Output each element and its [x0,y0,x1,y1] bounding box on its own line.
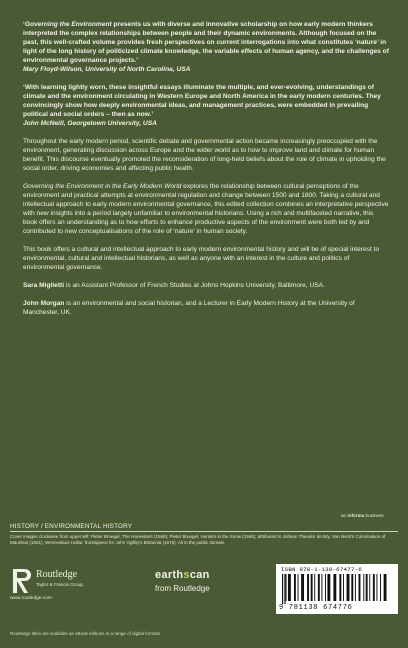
paragraph-2-book-title: Governing the Environment in the Early Modern World [23,183,182,190]
barcode-bar [351,574,353,601]
barcode-bar [294,574,296,601]
earthscan-name: earthscan [155,569,210,581]
barcode-bar [339,574,341,601]
endorsement-quote-1: ‘Governing the Environment presents us with diverse and innovative scholarship on how early modern thinkers interpreted the complex relationships between people and their dynamic environments. Although focused on the past, this well-crafted volume provides fresh perspectives on current interrogations into what constitutes ‘nature’ in light of the long history of politicized climate knowledge, the variable effects of human agency, and the challenges of environmental governance projects.’ Mary Floyd-Wilson, University of North Carolina, USA [23,21,389,73]
barcode-bar [333,574,336,601]
editor-bio-1 [23,281,389,290]
ebook-note: Routledge titles are available as eBook editions in a range of digital formats [10,631,161,636]
barcode-guard-bar [284,574,285,604]
barcode-bar [363,574,364,601]
publisher-url: www.routledge.com [10,596,52,601]
barcode-bars [282,574,392,604]
endorsement-quote-2 [23,83,389,128]
barcode-bar [298,574,299,601]
description-paragraph-2 [23,182,389,236]
barcode-bar [373,574,375,601]
editor-2-name: John Morgan [23,300,65,307]
informa-business-label: an informa business [341,513,384,518]
routledge-group: Taylor & Francis Group [36,582,83,587]
quote-1-book-title: Governing the Environment [24,21,112,28]
subject-category: HISTORY / ENVIRONMENTAL HISTORY [10,523,133,530]
description-paragraph-3: This book offers a cultural and intellectual approach to early modern environmental history and will be of special interest to environmental, cultural and intellectual historians, as well as anyone with an interest in the culture and politics of environmental governance. [23,246,380,271]
earthscan-logo [153,569,253,599]
cover-text [23,20,389,326]
editor-1-bio: is an Assistant Professor of French Studies at Johns Hopkins University, Baltimore, USA. [64,282,325,289]
barcode-number: 9 781138 674776 [279,604,353,612]
barcode-bar [314,574,315,601]
routledge-name: Routledge [36,569,78,580]
barcode-bar [288,574,291,601]
divider [10,531,398,532]
paragraph-2-body: explores the relationship between cultural perceptions of the environment and practical attempts at environmental regulation and change between 1500 and 1800. Taking a cultural and intellectual approach to early modern environmental governance, this edited collection combines an interpretative perspective with new insights into a period largely unfamiliar to environmental historians. Using a rich and multifaceted narrative, this book offers an understanding as to how efforts to enhance productive aspects of the environment were both led by and contributed to new conceptualisations of the role of ‘nature’ in human society. [23,183,389,235]
barcode-bar [366,574,368,601]
quote-1-attribution: Mary Floyd-Wilson, University of North Carolina, USA [23,66,191,73]
routledge-mark-icon [10,568,32,594]
barcode-bar [355,574,356,601]
description-paragraph-1: Throughout the early modern period, scientific debate and governmental action became increasingly preoccupied with the environment, generating discussion across Europe and the wider world as to how to improve land and climate for human benefit. This discourse eventually promoted the reconsideration of long-held beliefs about the role of climate in upholding the social order, driving economies and affecting public health. [23,138,386,172]
barcode-bar [369,574,370,601]
barcode-bar [359,574,361,601]
isbn-text: ISBN 978-1-138-67477-6 [281,566,362,573]
barcode-bar [311,574,313,601]
editor-bio-2 [23,299,389,317]
barcode-guard-bar [282,574,283,604]
quote-2-attribution: John McNeill, Georgetown University, USA [23,120,157,127]
quote-2-body: ‘With learning lightly worn, these insightful essays illuminate the multiple, and ever-evolving, understandings of climate and the environment circulating in Western Europe and North America in the early modern centuries. They convincingly show how deeply environmental ideas, and management practices, were embedded in prevailing political and social orders – then as now.’ [23,84,381,118]
quote-1-body: presents us with diverse and innovative scholarship on how early modern thinkers interpreted the complex relationships between people and their dynamic environments. Although focused on the past, this well-crafted volume provides fresh perspectives on current interrogations into what constitutes ‘nature’ in light of the long history of politicized climate knowledge, the variable effects of human agency, and the challenges of environmental governance projects.’ [23,21,389,64]
barcode-bar [343,574,344,601]
editor-2-bio: is an environmental and social historian, and a Lecturer in Early Modern History at the University of Manchester, UK. [23,300,355,316]
barcode-bar [318,574,320,601]
barcode-bar [380,574,381,601]
barcode-bar [301,574,304,601]
barcode-bar [347,574,350,601]
isbn-barcode [276,564,398,614]
routledge-logo [10,566,110,601]
barcode-bar [376,574,377,601]
barcode-bar [321,574,322,601]
barcode-bar [286,574,287,601]
cover-image-credits: Cover images clockwise from upper left: Pieter Bruegel, The Harvesters (1565); Pieter Bruegel, Hunters in the Snow (1565); attributed to Johann Theodor de Bry, Van Neck's Colonisation of Mauritius (1601); Wenceslaus Hollar, frontispiece for John Ogilby's Britannia (1675). All in the public domain. [10,534,386,545]
barcode-bar [307,574,309,601]
barcode-bar [327,574,330,601]
earthscan-subtitle: from Routledge [155,584,210,593]
barcode-bar [325,574,326,601]
barcode-bar [384,574,387,601]
editor-1-name: Sara Miglietti [23,282,65,289]
